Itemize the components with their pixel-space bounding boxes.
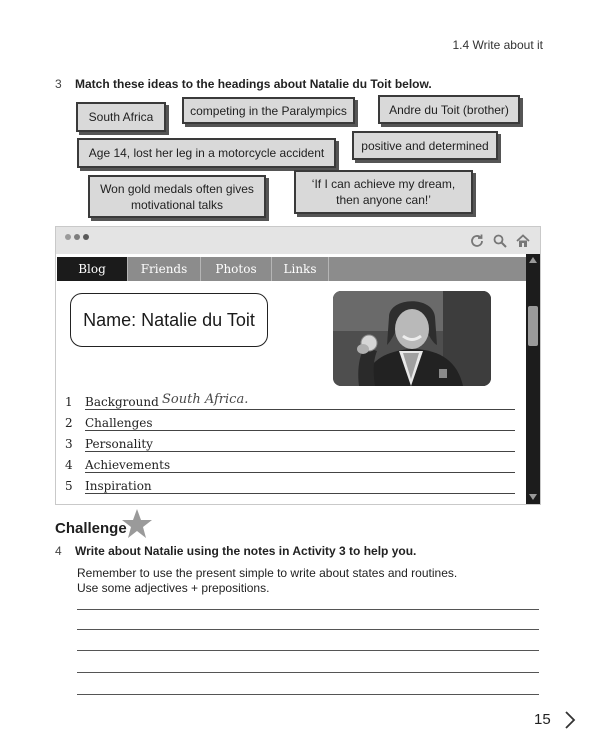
chevron-right-icon[interactable] [563, 710, 577, 730]
idea-card-brother[interactable] [378, 95, 520, 124]
answer-line[interactable] [85, 451, 515, 452]
idea-card-personality[interactable] [352, 131, 498, 160]
list-item [65, 437, 515, 455]
list-item [65, 416, 515, 434]
scrollbar[interactable] [526, 254, 540, 504]
list-label: Personality [85, 437, 153, 451]
idea-card-text: South Africa [88, 110, 154, 124]
blog-nav-bar [57, 257, 526, 281]
writing-line[interactable] [77, 629, 539, 630]
idea-card-text: motivational talks [130, 197, 224, 212]
list-number: 5 [65, 479, 73, 493]
list-number: 3 [65, 437, 73, 451]
window-dot-icon [74, 234, 80, 240]
idea-card-text: then anyone can!’ [336, 193, 431, 207]
activity-4-note-2: Use some adjectives + prepositions. [77, 581, 270, 595]
list-label: Inspiration [85, 479, 152, 493]
answer-line[interactable] [85, 409, 515, 410]
browser-window [55, 226, 541, 505]
activity-4-instruction: Write about Natalie using the notes in Activity 3 to help you. [75, 544, 417, 558]
list-item [65, 479, 515, 497]
activity-3-instruction: Match these ideas to the headings about Natalie du Toit below. [75, 77, 432, 91]
idea-card-text: Won gold medals often gives [100, 181, 254, 196]
scroll-up-icon[interactable] [529, 257, 537, 263]
writing-line[interactable] [77, 694, 539, 695]
list-label: Challenges [85, 416, 153, 430]
activity-4-note-1: Remember to use the present simple to write about states and routines. [77, 566, 458, 580]
activity-4-number: 4 [55, 544, 62, 558]
idea-card-text: ‘If I can achieve my dream, [311, 177, 456, 191]
idea-card-text: positive and determined [361, 138, 489, 153]
window-dot-icon [83, 234, 89, 240]
idea-card-text: Andre du Toit (brother) [389, 102, 509, 117]
list-label: Background [85, 395, 159, 409]
window-dot-icon [65, 234, 71, 240]
idea-card-quote[interactable] [294, 170, 473, 214]
writing-line[interactable] [77, 672, 539, 673]
scroll-thumb[interactable] [528, 306, 538, 346]
list-number: 2 [65, 416, 73, 430]
idea-card-south-africa[interactable] [76, 102, 166, 132]
list-label: Achievements [85, 458, 171, 472]
page-number: 15 [534, 711, 551, 728]
idea-card-text: competing in the Paralympics [190, 103, 347, 118]
idea-card-paralympics[interactable] [182, 97, 355, 124]
search-icon[interactable] [492, 233, 508, 249]
answer-line[interactable] [85, 493, 515, 494]
idea-card-accident[interactable] [77, 138, 336, 168]
list-number: 1 [65, 395, 73, 409]
scroll-down-icon[interactable] [529, 494, 537, 500]
idea-card-text: Age 14, lost her leg in a motorcycle accident [88, 146, 325, 160]
refresh-icon[interactable] [469, 233, 485, 249]
answer-line[interactable] [85, 472, 515, 473]
home-icon[interactable] [515, 233, 531, 249]
tab-photos[interactable]: Photos [201, 257, 272, 281]
list-item [65, 392, 515, 413]
list-item [65, 458, 515, 476]
tab-links[interactable]: Links [272, 257, 329, 281]
tab-friends[interactable]: Friends [128, 257, 201, 281]
idea-card-gold-medals[interactable] [88, 175, 266, 218]
section-header: 1.4 Write about it [452, 38, 543, 52]
answer-line[interactable] [85, 430, 515, 431]
tab-blog[interactable]: Blog [57, 257, 128, 281]
list-number: 4 [65, 458, 73, 472]
challenge-heading: Challenge [55, 520, 127, 537]
writing-line[interactable] [77, 650, 539, 651]
activity-3-number: 3 [55, 77, 62, 91]
profile-name-box: Name: Natalie du Toit [70, 293, 268, 347]
star-icon [120, 507, 154, 541]
browser-toolbar [56, 227, 540, 254]
writing-line[interactable] [77, 609, 539, 610]
natalie-photo [333, 291, 491, 386]
list-answer: South Africa. [162, 392, 249, 407]
